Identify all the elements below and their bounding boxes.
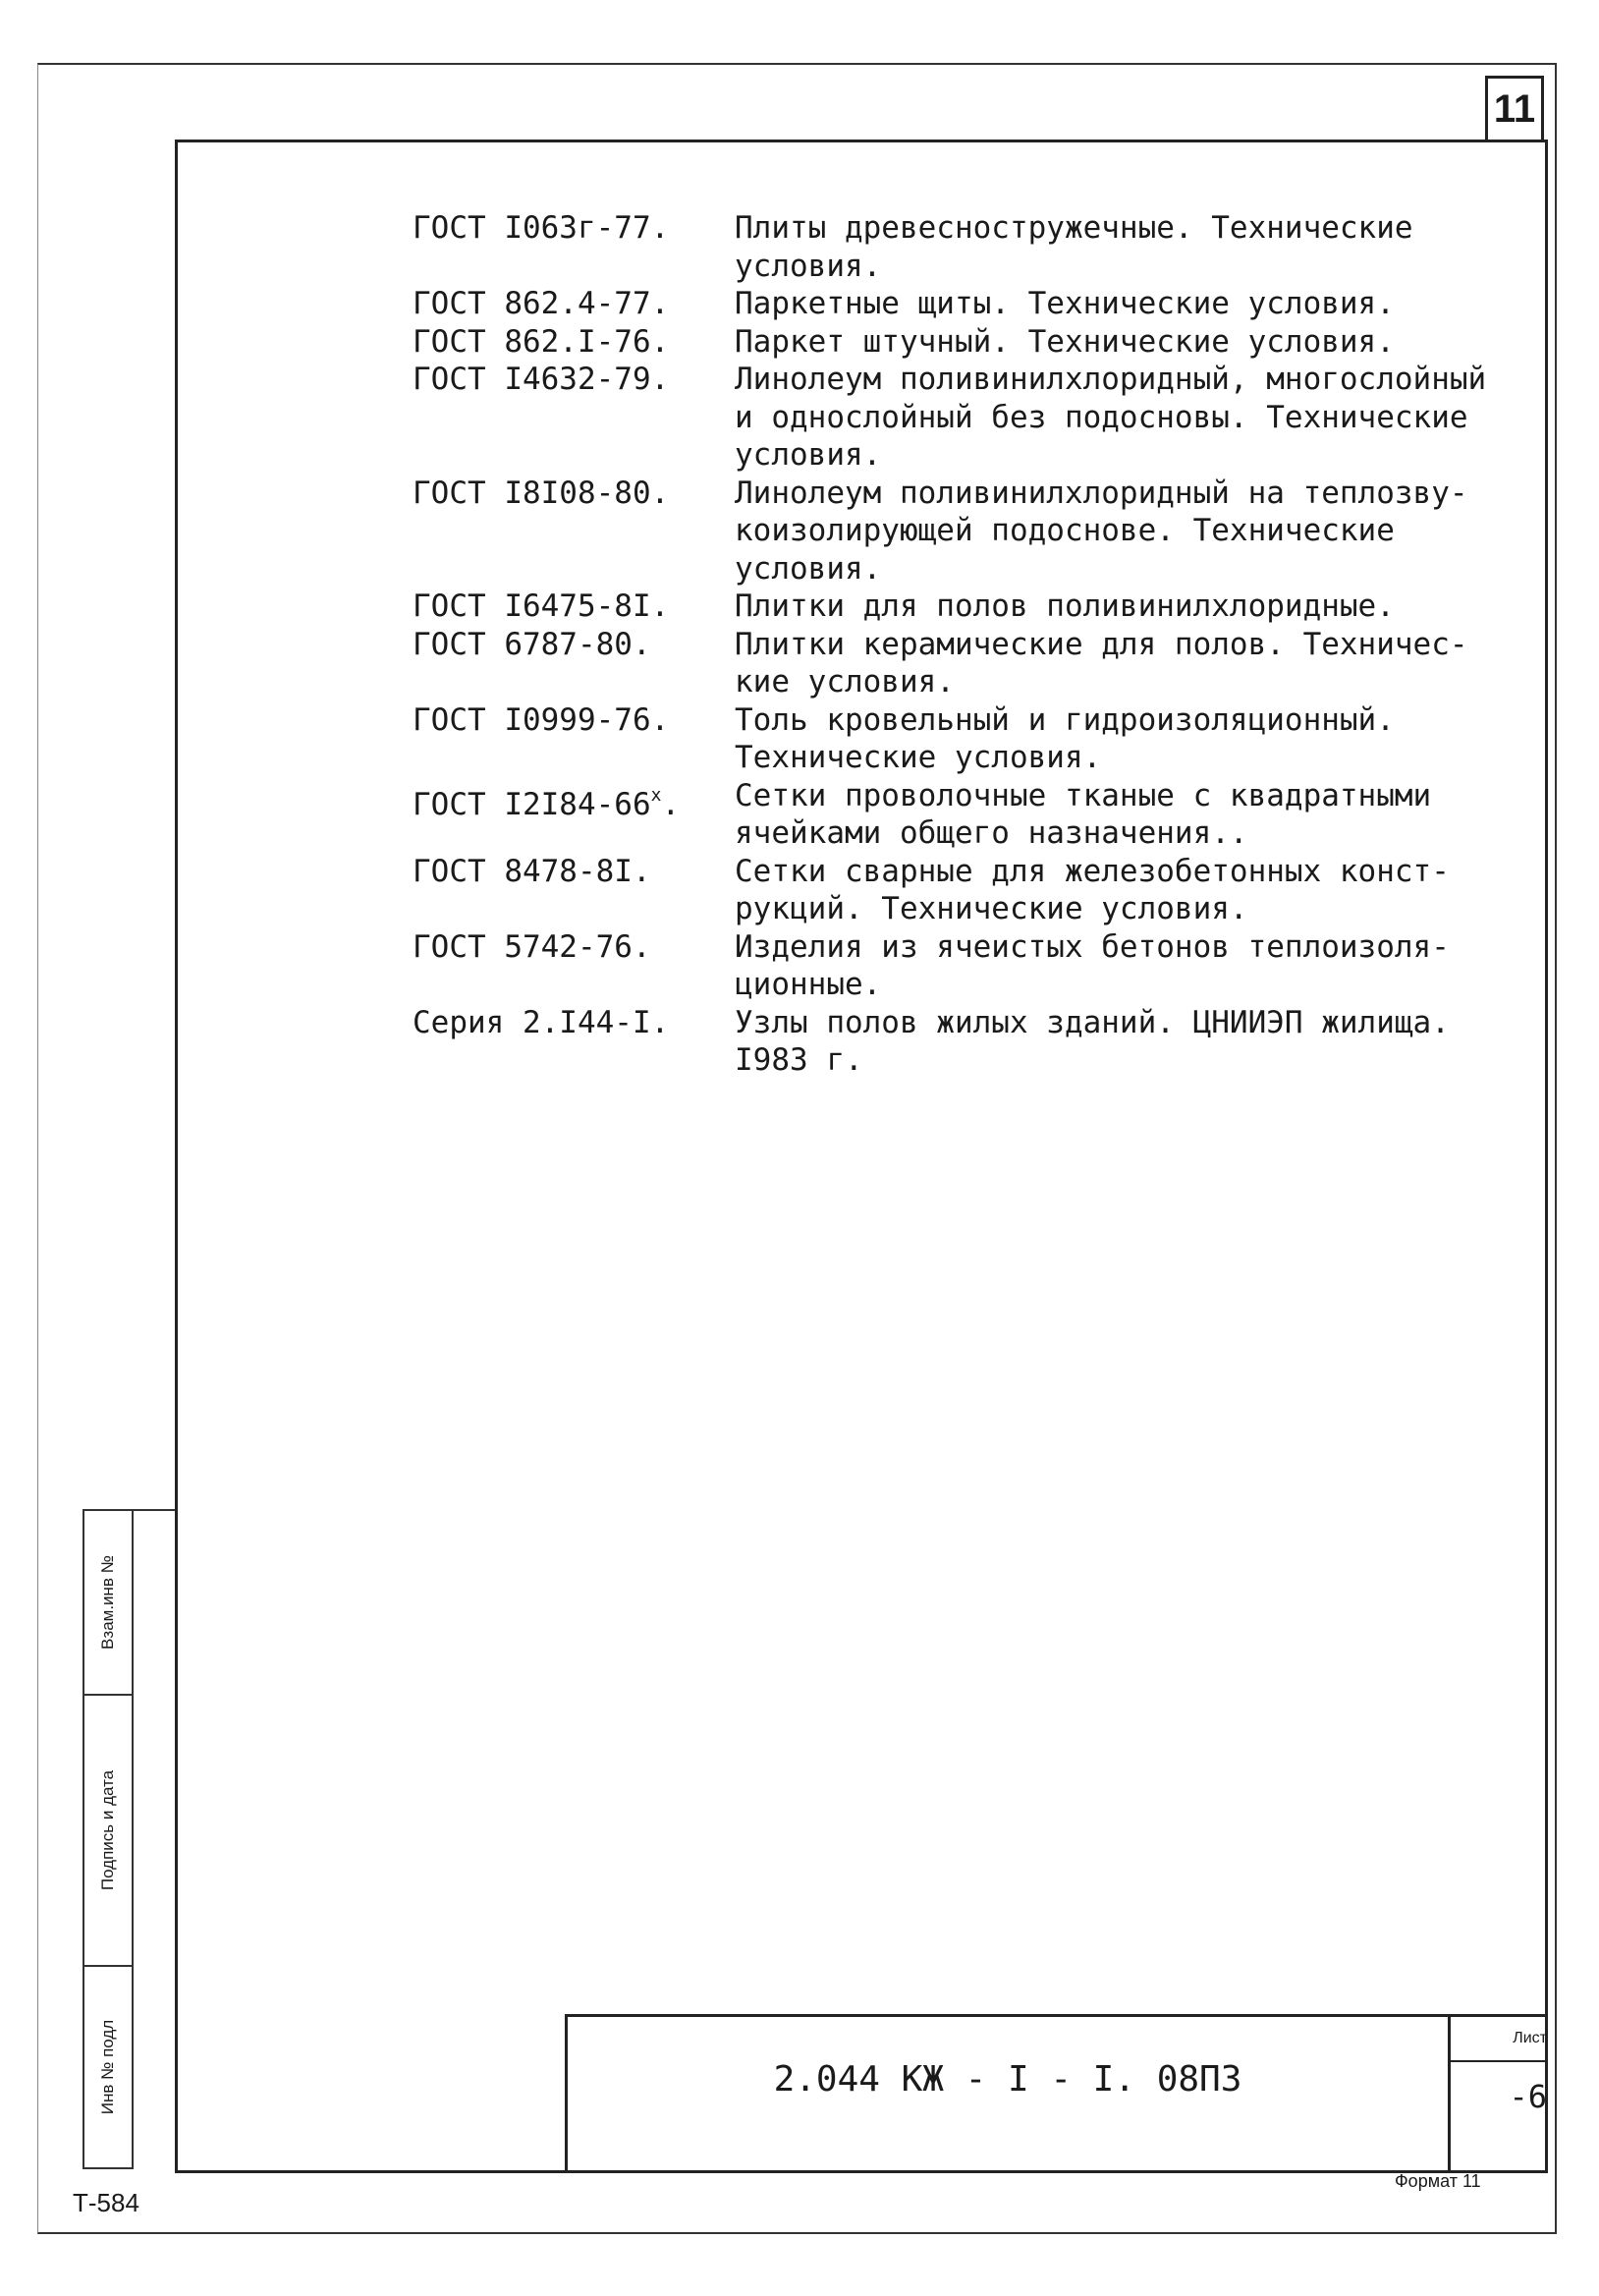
reference-code-text: ГОСТ 5742-76. — [413, 928, 651, 965]
reference-description-line: условия. — [735, 550, 882, 587]
reference-description — [735, 928, 1532, 1004]
reference-description-line: Линолеум поливинилхлоридный, многослойный — [735, 362, 1487, 397]
side-cell-signature — [84, 1696, 134, 1967]
reference-code — [413, 626, 735, 701]
reference-description-line: Плитки керамические для полов. Техничес- — [735, 626, 1468, 662]
side-label-signature: Подпись и дата — [98, 1769, 117, 1891]
reference-description-line: условия. — [735, 437, 882, 473]
reference-description-line: кие условия. — [735, 664, 955, 700]
reference-row — [413, 701, 1532, 777]
reference-code — [413, 701, 735, 777]
reference-code — [413, 209, 735, 285]
reference-description — [735, 777, 1532, 853]
sheet-value: -6 — [1509, 2078, 1547, 2115]
reference-row — [413, 475, 1532, 588]
side-label-replacement: Взам.инв № — [98, 1555, 117, 1650]
reference-row — [413, 209, 1532, 285]
reference-description — [735, 285, 1532, 323]
document-code: 2.044 КЖ - I - I. 08ПЗ — [773, 2059, 1242, 2100]
reference-description-line: Паркетные щиты. Технические условия. — [735, 286, 1395, 321]
reference-code-superscript: х — [650, 784, 662, 806]
reference-description-line: Сетки сварные для железобетонных конст- — [735, 853, 1450, 889]
reference-description — [735, 475, 1532, 588]
reference-code — [413, 588, 735, 626]
reference-code-text: ГОСТ I2I84-66 — [413, 786, 651, 822]
reference-description — [735, 588, 1532, 626]
reference-code-text: ГОСТ 862.4-77. — [413, 286, 670, 321]
reference-description — [735, 361, 1532, 475]
reference-row — [413, 588, 1532, 626]
reference-code — [413, 777, 735, 853]
reference-description — [735, 853, 1532, 928]
sheet-cell — [1448, 2017, 1547, 2170]
drawing-number: Т-584 — [73, 2188, 139, 2217]
reference-row — [413, 285, 1532, 323]
reference-code — [413, 285, 735, 323]
reference-description-line: коизолирующей подоснове. Технические — [735, 513, 1395, 548]
reference-row — [413, 928, 1532, 1004]
reference-code — [413, 475, 735, 588]
reference-description-line: I983 г. — [735, 1042, 863, 1078]
title-block — [565, 2014, 1546, 2170]
reference-description-line: Плитки для полов поливинилхлоридные. — [735, 588, 1395, 624]
reference-code-text: ГОСТ 6787-80. — [413, 626, 651, 662]
page-number: 11 — [1485, 76, 1544, 142]
reference-code-text: ГОСТ 862.I-76. — [413, 323, 670, 360]
reference-description — [735, 209, 1532, 285]
reference-description-line: Плиты древесностружечные. Технические — [735, 210, 1413, 246]
side-strip — [83, 1509, 175, 2169]
reference-code-text: ГОСТ 8478-8I. — [413, 853, 651, 889]
reference-description-line: Технические условия. — [735, 740, 1102, 775]
format-label: Формат 11 — [1395, 2171, 1481, 2191]
reference-description-line: и однослойный без подосновы. Технические — [735, 399, 1468, 435]
reference-code — [413, 361, 735, 475]
reference-code-text: ГОСТ I4632-79. — [413, 362, 670, 397]
reference-description-line: условия. — [735, 248, 882, 284]
reference-row — [413, 626, 1532, 701]
reference-code-text: ГОСТ I8I08-80. — [413, 475, 670, 511]
reference-description — [735, 626, 1532, 701]
reference-code — [413, 853, 735, 928]
reference-row — [413, 323, 1532, 362]
reference-code-text: ГОСТ I0999-76. — [413, 701, 670, 738]
reference-code — [413, 1004, 735, 1080]
reference-code — [413, 323, 735, 362]
side-label-inventory: Инв № подл — [98, 2019, 117, 2115]
reference-row — [413, 1004, 1532, 1080]
reference-description-line: ционные. — [735, 967, 882, 1002]
reference-list — [413, 209, 1532, 1080]
side-cell-inventory — [84, 1967, 134, 2169]
reference-description — [735, 701, 1532, 777]
sheet-label: Лист — [1451, 2017, 1547, 2062]
reference-description — [735, 323, 1532, 362]
reference-code-text: ГОСТ I6475-8I. — [413, 588, 670, 624]
reference-description-line: рукций. Технические условия. — [735, 891, 1248, 926]
reference-description-line: Линолеум поливинилхлоридный на теплозву- — [735, 475, 1468, 511]
reference-code-tail: . — [661, 786, 681, 822]
reference-code-text: Серия 2.I44-I. — [413, 1004, 670, 1040]
reference-description-line: Изделия из ячеистых бетонов теплоизоля- — [735, 928, 1450, 965]
reference-row — [413, 853, 1532, 928]
reference-row — [413, 361, 1532, 475]
reference-description-line: ячейками общего назначения.. — [735, 815, 1248, 851]
reference-code — [413, 928, 735, 1004]
reference-description-line: Паркет штучный. Технические условия. — [735, 323, 1395, 360]
reference-description-line: Сетки проволочные тканые с квадратными — [735, 777, 1432, 813]
reference-description — [735, 1004, 1532, 1080]
reference-description-line: Толь кровельный и гидроизоляционный. — [735, 701, 1395, 738]
reference-description-line: Узлы полов жилых зданий. ЦНИИЭП жилища. — [735, 1004, 1450, 1040]
reference-row — [413, 777, 1532, 853]
reference-code-text: ГОСТ I063г-77. — [413, 210, 670, 246]
side-cell-replacement — [84, 1511, 134, 1696]
